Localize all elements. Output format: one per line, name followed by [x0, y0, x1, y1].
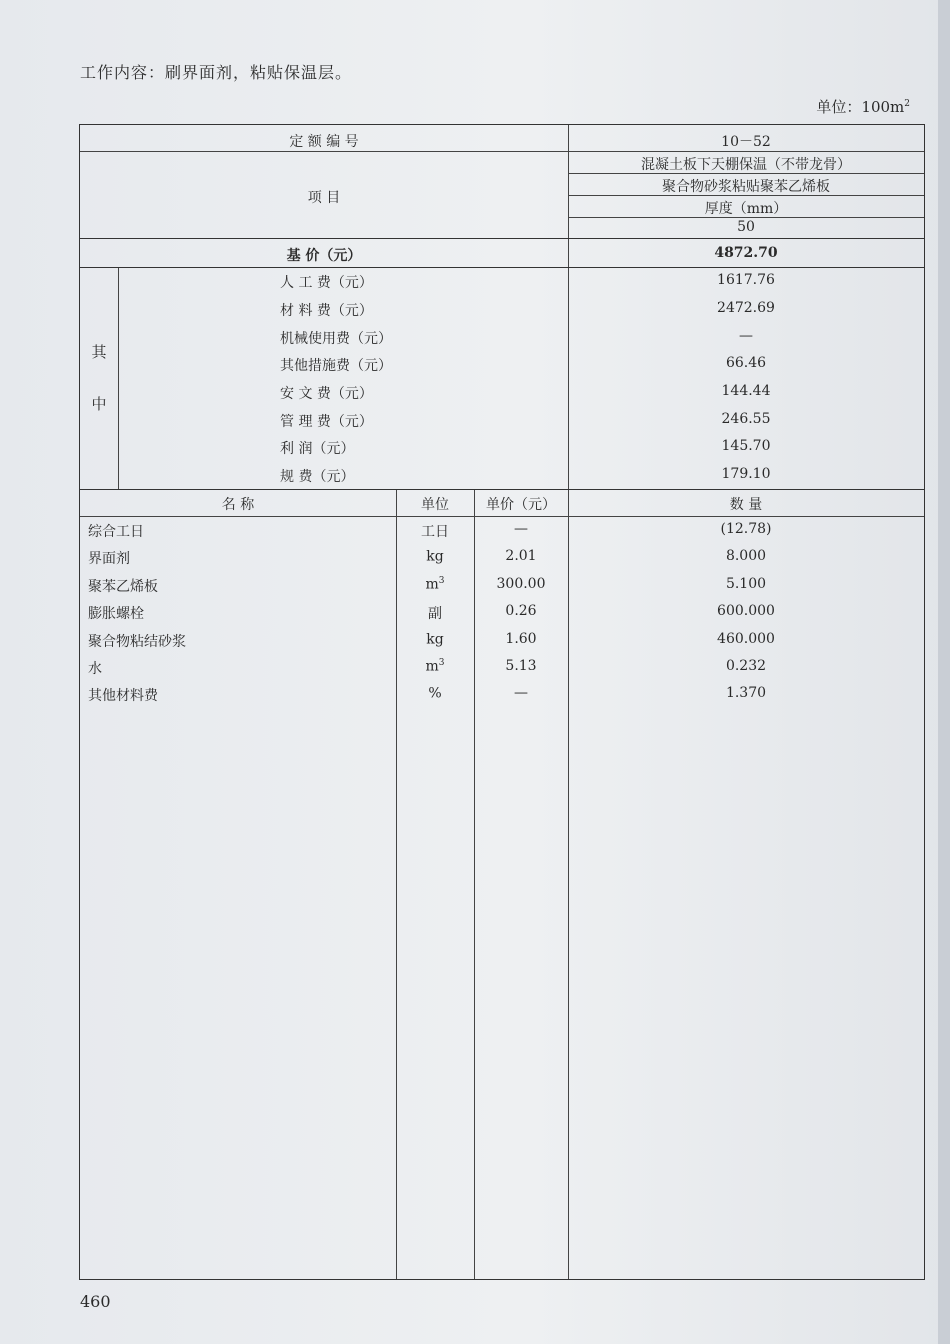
- cost-value: 1617.76: [717, 272, 775, 288]
- cost-label: 规 费（元）: [280, 469, 355, 485]
- material-name: 其他材料费: [88, 688, 158, 704]
- cost-label: 其他措施费（元）: [280, 358, 392, 374]
- material-unit: 工日: [421, 524, 449, 540]
- material-unit: kg: [426, 548, 444, 565]
- material-qty: 600.000: [717, 603, 775, 619]
- group-label-1: 其: [91, 343, 107, 361]
- material-name: 聚苯乙烯板: [88, 579, 158, 595]
- group-label-2: 中: [91, 395, 107, 413]
- cost-value: 179.10: [721, 466, 771, 482]
- unit-label: 单位：$100m^2$: [816, 98, 910, 116]
- quota-code-label: 定 额 编 号: [289, 134, 359, 150]
- material-qty: 460.000: [717, 631, 775, 647]
- material-qty: 1.370: [725, 685, 767, 701]
- item-line-3: 厚度（mm）: [704, 201, 788, 217]
- material-name: 聚合物粘结砂浆: [88, 634, 186, 650]
- material-unit: $m^3$: [425, 658, 445, 675]
- material-qty: 0.232: [725, 658, 767, 674]
- item-label: 项 目: [307, 190, 341, 206]
- cost-label: 人 工 费（元）: [280, 275, 373, 291]
- cost-value: 144.44: [721, 383, 771, 399]
- cost-label: 利 润（元）: [280, 441, 355, 457]
- material-unit: $m^3$: [425, 576, 445, 593]
- cost-label: 机械使用费（元）: [280, 331, 392, 347]
- material-price: —: [514, 521, 528, 537]
- item-line-2: 聚合物砂浆粘贴聚苯乙烯板: [662, 179, 830, 195]
- base-price-value: 4872.70: [714, 245, 778, 261]
- item-line-4: 50: [737, 219, 755, 235]
- material-unit: 副: [428, 606, 442, 622]
- cost-value: —: [739, 328, 753, 344]
- col-header-unit: 单位: [421, 497, 449, 513]
- material-price: 5.13: [505, 658, 537, 674]
- cost-label: 管 理 费（元）: [280, 414, 373, 430]
- material-price: 0.26: [505, 603, 537, 619]
- work-content: 工作内容：刷界面剂，粘贴保温层。: [80, 63, 353, 82]
- cost-label: 安 文 费（元）: [280, 386, 373, 402]
- material-unit: kg: [426, 631, 444, 648]
- material-qty: (12.78): [720, 521, 772, 537]
- page-edge: [938, 0, 950, 1344]
- material-price: 300.00: [496, 576, 546, 592]
- material-name: 综合工日: [88, 524, 144, 540]
- quota-code: 10－52: [721, 134, 771, 150]
- cost-value: 66.46: [725, 355, 767, 371]
- material-name: 水: [88, 661, 102, 677]
- item-line-1: 混凝土板下天棚保温（不带龙骨）: [641, 157, 851, 173]
- material-name: 膨胀螺栓: [88, 606, 144, 622]
- material-qty: 5.100: [725, 576, 767, 592]
- base-price-label: 基 价（元）: [286, 248, 362, 264]
- material-name: 界面剂: [88, 551, 130, 567]
- page-number: 460: [80, 1292, 111, 1311]
- col-header-qty: 数 量: [729, 497, 763, 513]
- cost-label: 材 料 费（元）: [280, 303, 373, 319]
- material-qty: 8.000: [725, 548, 767, 564]
- quota-table: [79, 124, 925, 1280]
- material-price: 2.01: [505, 548, 537, 564]
- material-price: —: [514, 685, 528, 701]
- col-header-name: 名 称: [221, 497, 255, 513]
- cost-value: 145.70: [721, 438, 771, 454]
- col-header-price: 单价（元）: [486, 497, 556, 513]
- cost-value: 246.55: [721, 411, 771, 427]
- material-unit: %: [428, 685, 442, 702]
- cost-value: 2472.69: [717, 300, 775, 316]
- material-price: 1.60: [505, 631, 537, 647]
